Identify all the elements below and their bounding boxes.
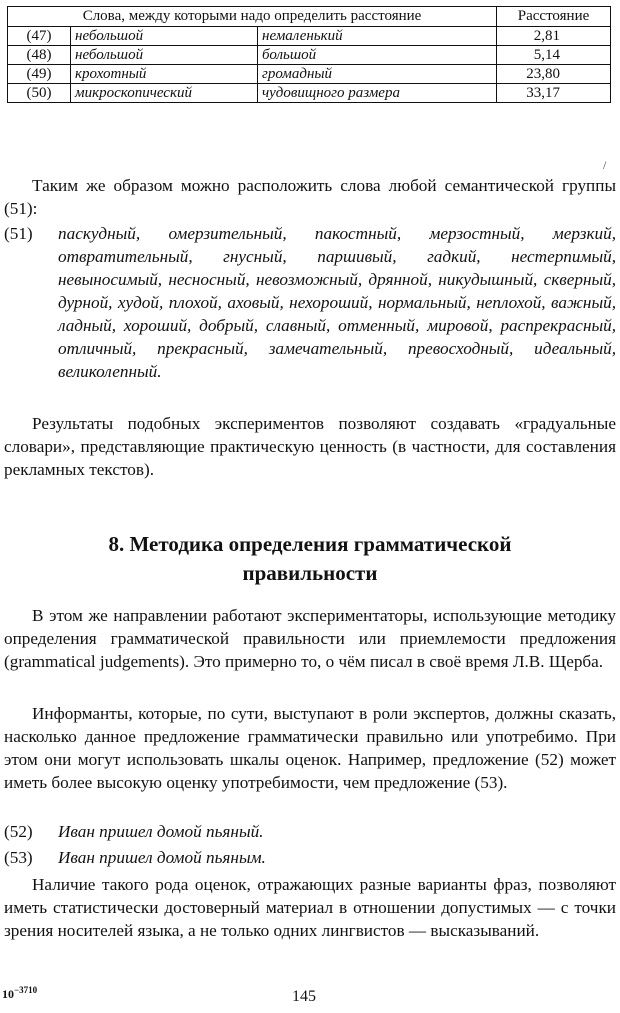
signature-base: 10 [2, 987, 14, 1001]
row-number: (48) [8, 46, 71, 65]
header-distance: Расстояние [497, 7, 611, 27]
word-first: небольшой [71, 46, 258, 65]
printer-signature [2, 985, 37, 1002]
row-number: (47) [8, 27, 71, 46]
table-row [8, 65, 611, 84]
example-52-number: (52) [4, 822, 33, 841]
word-second: громадный [258, 65, 497, 84]
section-heading-line1: 8. Методика определения грамматической [108, 532, 512, 556]
word-second: немаленький [258, 27, 497, 46]
word-first: крохотный [71, 65, 258, 84]
distance-value: 23,80 [497, 65, 611, 84]
word-first: микроскопический [71, 84, 258, 103]
example-53-number: (53) [4, 848, 33, 867]
word-first: небольшой [71, 27, 258, 46]
scan-mark: / [603, 158, 607, 172]
distance-value: 5,14 [497, 46, 611, 65]
word-second: чудовищного размера [258, 84, 497, 103]
distance-table [7, 6, 611, 103]
example-53-text: Иван пришел домой пьяным. [58, 848, 266, 867]
distance-value: 33,17 [497, 84, 611, 103]
paragraph-semantic-group: Таким же образом можно расположить слова любой семантической группы (51): [4, 176, 616, 218]
row-number: (50) [8, 84, 71, 103]
paragraph-ratings: Наличие такого рода оценок, отражающих разные варианты фраз, позволяют иметь статистически достоверный материал в отношении допустимых — с точки зрения носителей языка, а не только одних лингвистов — высказываний. [4, 875, 616, 940]
paragraph-informants: Информанты, которые, по сути, выступают в роли экспертов, должны сказать, насколько данное предложение грамматически правильно или употребимо. При этом они могут использовать шкалы оценок. Например, предложение (52) может иметь более высокую оценку употребимости, чем предложение (53). [4, 704, 616, 792]
example-52-text: Иван пришел домой пьяный. [58, 822, 264, 841]
word-second: большой [258, 46, 497, 65]
table-header-row [8, 7, 611, 27]
distance-value: 2,81 [497, 27, 611, 46]
table-row [8, 46, 611, 65]
row-number: (49) [8, 65, 71, 84]
section-heading-line2: правильности [242, 561, 378, 585]
paragraph-grammatical-judgements: В этом же направлении работают экспериментаторы, использующие методику определения грамматической правильности или приемлемости предложения (grammatical judgements). Это примерно то, о чём писал в своё время Л.В. Щерба. [4, 606, 616, 671]
example-51-number: (51) [4, 224, 33, 243]
example-51-text: паскудный, омерзительный, пакостный, мерзостный, мерзкий, отвратительный, гнусный, паршивый, гадкий, нестерпимый, невыносимый, несносный, невозможный, дрянной, никудышный, скверный, дурной, худой, плохой, аховый, нехороший, нормальный, неплохой, важный, ладный, хороший, добрый, славный, отменный, мировой, распрекрасный, отличный, прекрасный, замечательный, превосходный, идеальный, великолепный. [58, 224, 616, 381]
signature-sup: −3710 [14, 985, 38, 995]
table-row [8, 84, 611, 103]
table-row [8, 27, 611, 46]
header-words: Слова, между которыми надо определить расстояние [8, 7, 497, 27]
paragraph-gradual-dictionaries: Результаты подобных экспериментов позволяют создавать «градуальные словари», представляющие практическую ценность (в частности, для составления рекламных текстов). [4, 414, 616, 479]
page-number: 145 [292, 988, 316, 1005]
